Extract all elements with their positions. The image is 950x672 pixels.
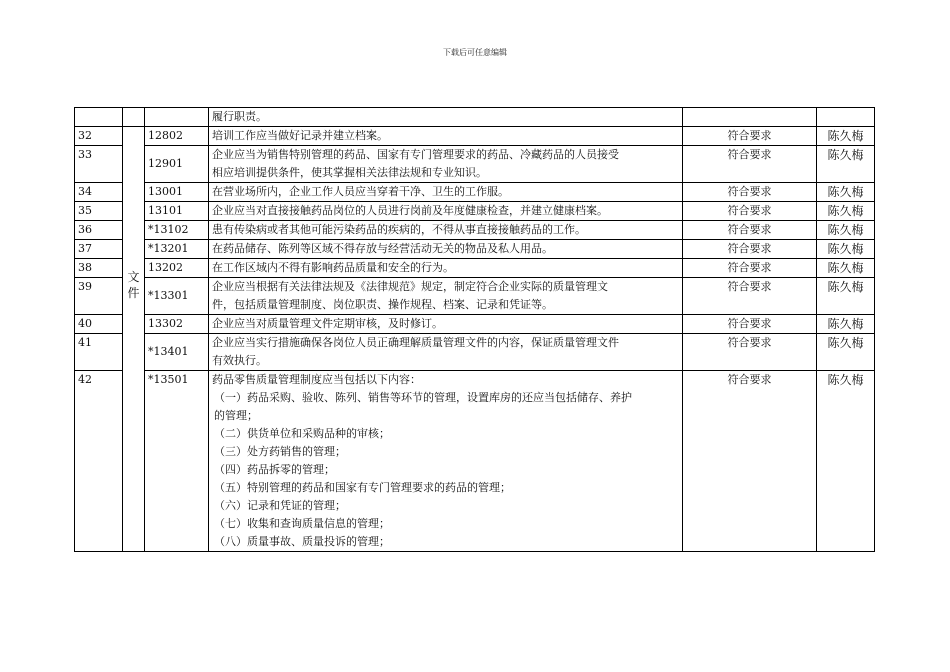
inspector-name: 陈久梅 xyxy=(817,183,875,202)
inspector-name: 陈久梅 xyxy=(817,278,875,315)
table-row xyxy=(75,371,875,552)
requirement-line: 企业应当根据有关法律法规及《法律规范》规定，制定符合企业实际的质量管理文 xyxy=(212,280,608,293)
requirement-line: 在药品储存、陈列等区域不得存放与经营活动无关的物品及私人用品。 xyxy=(212,242,553,255)
table-row xyxy=(75,240,875,259)
requirement-line: 在工作区域内不得有影响药品质量和安全的行为。 xyxy=(212,261,454,274)
requirement-line: 履行职责。 xyxy=(212,110,267,123)
inspection-table xyxy=(74,107,875,552)
row-number: 41 xyxy=(75,334,123,371)
assessment-result: 符合要求 xyxy=(683,278,817,315)
page-header-note: 下载后可任意编辑 xyxy=(443,48,507,57)
requirement-line: 企业应当实行措施确保各岗位人员正确理解质量管理文件的内容，保证质量管理文件 xyxy=(212,336,619,349)
table-row xyxy=(75,278,875,315)
table-row xyxy=(75,221,875,240)
inspector-name: 陈久梅 xyxy=(817,315,875,334)
requirement-text xyxy=(209,202,683,221)
requirement-text xyxy=(209,108,683,127)
requirement-line: （四）药品拆零的管理； xyxy=(214,463,335,476)
row-number: 32 xyxy=(75,127,123,146)
item-code: *13301 xyxy=(145,278,209,315)
row-number: 37 xyxy=(75,240,123,259)
assessment-result: 符合要求 xyxy=(683,127,817,146)
inspector-name: 陈久梅 xyxy=(817,371,875,552)
item-code: 13202 xyxy=(145,259,209,278)
table-row xyxy=(75,146,875,183)
assessment-result: 符合要求 xyxy=(683,183,817,202)
item-code: 13101 xyxy=(145,202,209,221)
requirement-text xyxy=(209,183,683,202)
item-code: 12802 xyxy=(145,127,209,146)
item-code xyxy=(145,108,209,127)
assessment-result: 符合要求 xyxy=(683,259,817,278)
assessment-result: 符合要求 xyxy=(683,315,817,334)
requirement-line: （五）特别管理的药品和国家有专门管理要求的药品的管理； xyxy=(214,481,511,494)
table-row xyxy=(75,108,875,127)
table-row xyxy=(75,315,875,334)
requirement-line: 企业应当对直接接触药品岗位的人员进行岗前及年度健康检查，并建立健康档案。 xyxy=(212,204,608,217)
item-code: *13501 xyxy=(145,371,209,552)
requirement-line: （二）供货单位和采购品种的审核； xyxy=(214,427,390,440)
row-number: 36 xyxy=(75,221,123,240)
requirement-line: 的管理； xyxy=(214,409,258,422)
category-cell xyxy=(123,127,145,552)
table-row xyxy=(75,183,875,202)
row-number xyxy=(75,108,123,127)
row-number: 33 xyxy=(75,146,123,183)
row-number: 40 xyxy=(75,315,123,334)
requirement-text xyxy=(209,259,683,278)
assessment-result: 符合要求 xyxy=(683,146,817,183)
assessment-result: 符合要求 xyxy=(683,371,817,552)
requirement-line: 培训工作应当做好记录并建立档案。 xyxy=(212,129,388,142)
assessment-result: 符合要求 xyxy=(683,334,817,371)
requirement-line: 有效执行。 xyxy=(212,354,267,367)
requirement-line: （一）药品采购、验收、陈列、销售等环节的管理，设置库房的还应当包括储存、养护 xyxy=(214,391,632,404)
inspector-name: 陈久梅 xyxy=(817,127,875,146)
requirement-text xyxy=(209,371,683,552)
table-row xyxy=(75,202,875,221)
inspector-name: 陈久梅 xyxy=(817,334,875,371)
item-code: *13102 xyxy=(145,221,209,240)
requirement-text xyxy=(209,221,683,240)
row-number: 38 xyxy=(75,259,123,278)
requirement-line: 企业应当为销售特别管理的药品、国家有专门管理要求的药品、冷藏药品的人员接受 xyxy=(212,148,619,161)
table-row xyxy=(75,334,875,371)
inspector-name: 陈久梅 xyxy=(817,259,875,278)
row-number: 42 xyxy=(75,371,123,552)
row-number: 34 xyxy=(75,183,123,202)
requirement-text xyxy=(209,146,683,183)
item-code: 13302 xyxy=(145,315,209,334)
row-number: 39 xyxy=(75,278,123,315)
inspector-name: 陈久梅 xyxy=(817,202,875,221)
requirement-text xyxy=(209,240,683,259)
inspector-name: 陈久梅 xyxy=(817,221,875,240)
requirement-line: 在营业场所内，企业工作人员应当穿着干净、卫生的工作服。 xyxy=(212,185,509,198)
assessment-result: 符合要求 xyxy=(683,240,817,259)
requirement-text xyxy=(209,334,683,371)
requirement-line: 药品零售质量管理制度应当包括以下内容： xyxy=(212,373,421,386)
assessment-result: 符合要求 xyxy=(683,202,817,221)
item-code: 13001 xyxy=(145,183,209,202)
table-row xyxy=(75,127,875,146)
assessment-result: 符合要求 xyxy=(683,221,817,240)
requirement-line: （六）记录和凭证的管理； xyxy=(214,499,346,512)
item-code: *13401 xyxy=(145,334,209,371)
inspector-name: 陈久梅 xyxy=(817,146,875,183)
category-label: 文件 xyxy=(127,270,140,300)
requirement-line: 企业应当对质量管理文件定期审核，及时修订。 xyxy=(212,317,443,330)
requirement-line: 相应培训提供条件，使其掌握相关法律法规和专业知识。 xyxy=(212,166,487,179)
requirement-line: 件，包括质量管理制度、岗位职责、操作规程、档案、记录和凭证等。 xyxy=(212,298,553,311)
requirement-line: 患有传染病或者其他可能污染药品的疾病的，不得从事直接接触药品的工作。 xyxy=(212,223,586,236)
item-code: *13201 xyxy=(145,240,209,259)
requirement-text xyxy=(209,315,683,334)
category-cell xyxy=(123,108,145,127)
table-row xyxy=(75,259,875,278)
requirement-text xyxy=(209,278,683,315)
inspector-name xyxy=(817,108,875,127)
row-number: 35 xyxy=(75,202,123,221)
item-code: 12901 xyxy=(145,146,209,183)
assessment-result xyxy=(683,108,817,127)
requirement-line: （七）收集和查询质量信息的管理； xyxy=(214,517,390,530)
requirement-text xyxy=(209,127,683,146)
requirement-line: （三）处方药销售的管理； xyxy=(214,445,346,458)
inspector-name: 陈久梅 xyxy=(817,240,875,259)
requirement-line: （八）质量事故、质量投诉的管理； xyxy=(214,535,390,548)
